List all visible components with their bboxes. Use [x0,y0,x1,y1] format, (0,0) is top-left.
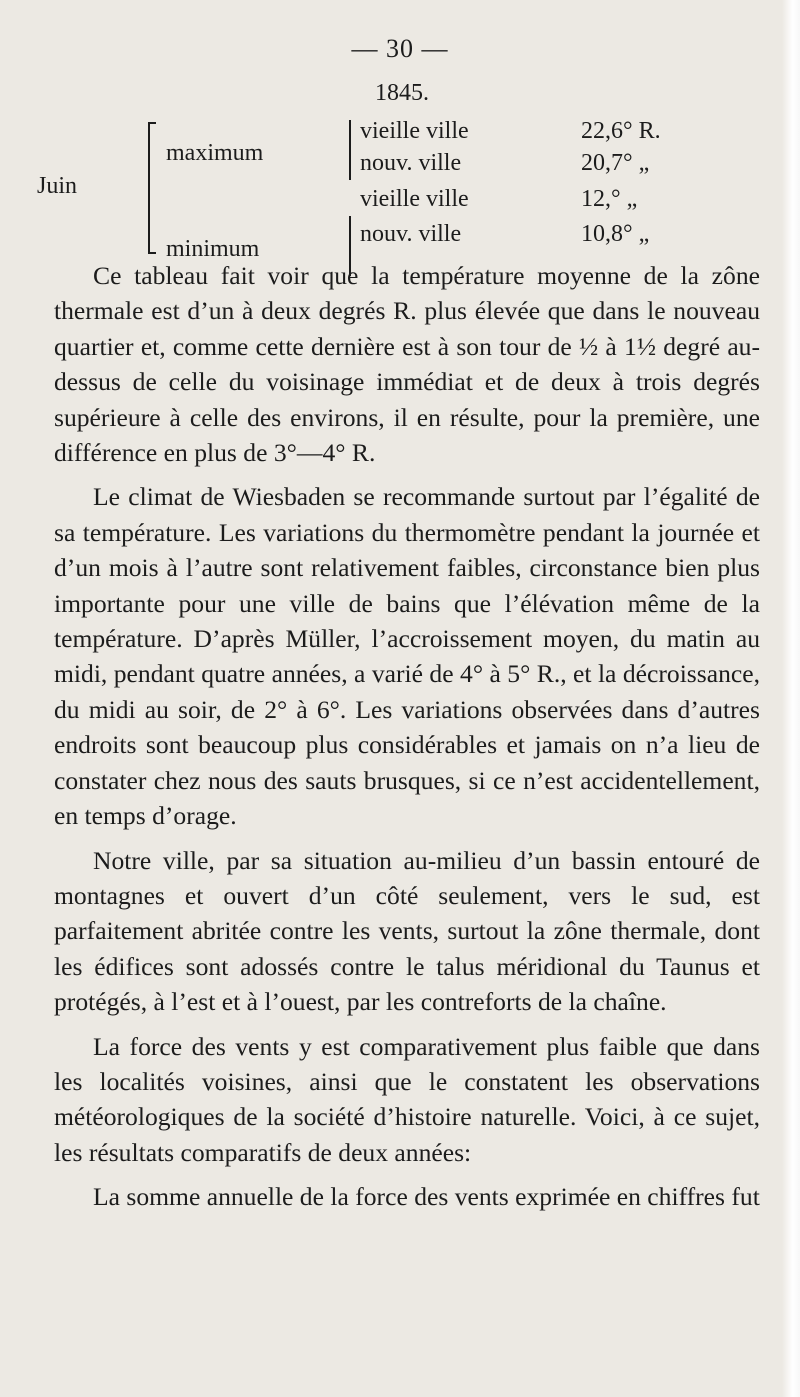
table-row-place: vieille ville [360,186,469,212]
table-row-value: 12,° „ [581,186,638,212]
table-row-place: nouv. ville [360,221,462,247]
paragraph: Ce tableau fait voir que la température moyenne de la zône thermale est d’un à deux degrés R. plus élevée que dans le nouveau quartier et, comme cette dernière est à son tour de ½ à 1½ degré au-dessus de celle du voisinage immédiat et de deux à trois degrés supérieure à celle des environs, il en résulte, pour la première, une différence en plus de 3°—4° R. [54,261,760,468]
page-number: — 30 — [351,34,449,63]
group-label-minimum: minimum [166,236,260,262]
table-year: 1845. [375,80,429,106]
table-row-place: nouv. ville [360,150,462,176]
page-edge [782,0,800,1397]
month-label: Juin [37,173,78,199]
body-text [54,258,760,1215]
paragraph: La somme annuelle de la force des vents exprimée en chiffres fut [93,1182,760,1212]
group-label-maximum: maximum [166,140,264,166]
paragraph: La force des vents y est comparativement plus faible que dans les localités voisines, ainsi que le constatent les observations météorologiques de la société d’histoire naturelle. Voici, à ce sujet, les résultats comparatifs de deux années: [54,1031,760,1167]
table-row-value: 10,8° „ [581,221,650,247]
paragraph: Le climat de Wiesbaden se recommande surtout par l’égalité de sa température. Les variations du thermomètre pendant la journée et d’un mois à l’autre sont relativement faibles, circonstance bien plus importante pour une ville de bains que l’élévation même de la température. D’après Müller, l’accroissement moyen, du matin au midi, pendant quatre années, a varié de 4° à 5° R., et la décroissance, du midi au soir, de 2° à 6°. Les variations observées dans d’autres endroits sont beaucoup plus considérables et jamais on n’a lieu de constater chez nous des sauts brusques, si ce n’est accidentellement, en temps d’orage. [54,482,760,831]
maximum-brace [349,120,351,180]
table-row-place: vieille ville [360,118,469,144]
table-row-value: 22,6° R. [581,118,661,144]
table-row-value: 20,7° „ [581,150,650,176]
month-brace [148,122,156,254]
paragraph: Notre ville, par sa situation au-milieu d’un bassin entouré de montagnes et ouvert d’un côté seulement, vers le sud, est parfaitement abritée contre les vents, surtout la zône thermale, dont les édifices sont adossés contre le talus méridional du Taunus et protégés, à l’est et à l’ouest, par les contreforts de la chaîne. [54,845,760,1017]
